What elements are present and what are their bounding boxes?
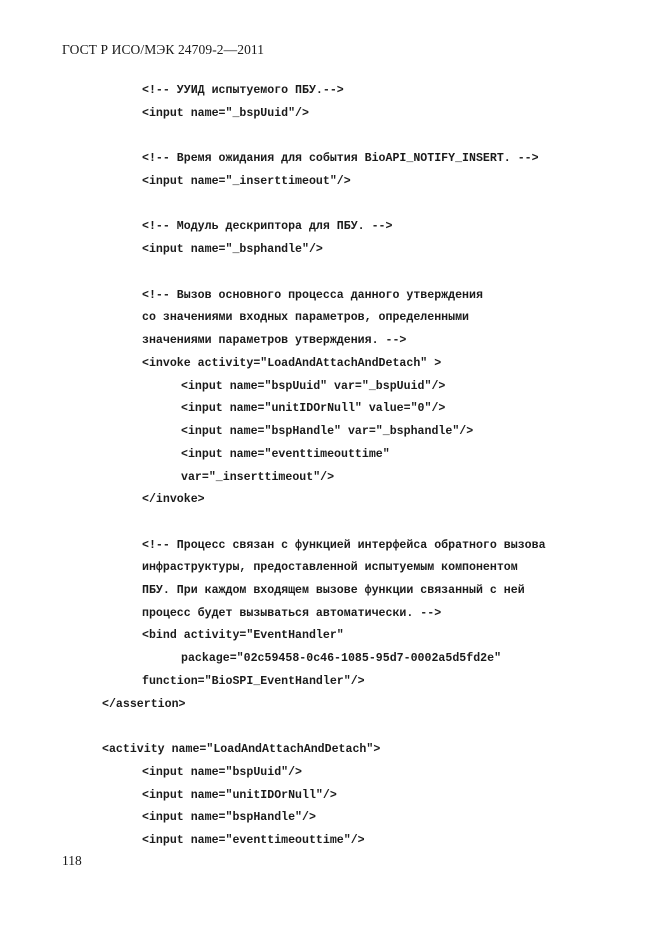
code-line: инфраструктуры, предоставленной испытуемым компонентом <box>142 561 518 574</box>
code-line: </invoke> <box>142 493 205 506</box>
code-line: <input name="_bspUuid"/> <box>142 107 309 120</box>
code-line: <input name="bspUuid"/> <box>142 766 303 779</box>
code-line: <!-- Процесс связан с функцией интерфейса обратного вызова <box>142 539 546 552</box>
code-line: function="BioSPI_EventHandler"/> <box>142 675 365 688</box>
code-line: <bind activity="EventHandler" <box>142 629 344 642</box>
document-header: ГОСТ Р ИСО/МЭК 24709-2—2011 <box>62 42 265 57</box>
code-line: процесс будет вызываться автоматически. --> <box>142 607 442 620</box>
code-line: var="_inserttimeout"/> <box>181 471 335 484</box>
code-line: <input name="eventtimeouttime" <box>181 448 390 461</box>
page-number: 118 <box>62 853 82 868</box>
code-line: <input name="eventtimeouttime"/> <box>142 834 365 847</box>
code-line: значениями параметров утверждения. --> <box>142 334 407 347</box>
code-line: <input name="unitIDOrNull" value="0"/> <box>181 402 446 415</box>
code-line: <input name="_bsphandle"/> <box>142 243 323 256</box>
code-line: package="02c59458-0c46-1085-95d7-0002a5d5fd2e" <box>181 652 502 665</box>
code-line: ПБУ. При каждом входящем вызове функции связанный с ней <box>142 584 525 597</box>
code-line: <activity name="LoadAndAttachAndDetach"> <box>102 743 381 756</box>
code-line: <!-- Время ожидания для события BioAPI_NOTIFY_INSERT. --> <box>142 152 539 165</box>
code-line: <!-- Вызов основного процесса данного утверждения <box>142 289 483 302</box>
code-line: </assertion> <box>102 698 186 711</box>
code-line: <input name="unitIDOrNull"/> <box>142 789 337 802</box>
code-line: <!-- Модуль дескриптора для ПБУ. --> <box>142 220 393 233</box>
code-line: <input name="_inserttimeout"/> <box>142 175 351 188</box>
code-line: со значениями входных параметров, определенными <box>142 311 469 324</box>
code-line: <input name="bspHandle"/> <box>142 811 316 824</box>
code-line: <input name="bspHandle" var="_bsphandle"/> <box>181 425 474 438</box>
code-line: <invoke activity="LoadAndAttachAndDetach" > <box>142 357 442 370</box>
code-line: <!-- УУИД испытуемого ПБУ.--> <box>142 84 344 97</box>
code-line: <input name="bspUuid" var="_bspUuid"/> <box>181 380 446 393</box>
